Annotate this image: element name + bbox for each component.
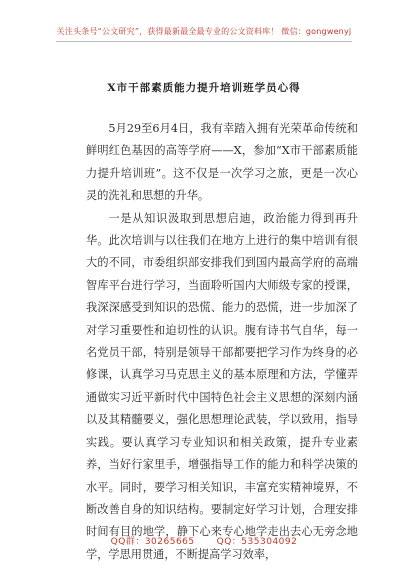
qq-group-number: QQ群：30265665 [110, 537, 195, 547]
paragraph-intro: 5月29至6月4日，我有幸踏入拥有光荣革命传统和鲜明红色基因的高等学府——X，参加“X市干部素质能力提升培训班”。这不仅是一次学习之旅，更是一次心灵的洗礼和思想的升华。 [86, 122, 358, 203]
header-divider [56, 41, 352, 42]
paragraph-section-one: 一是从知识汲取到思想启迪，政治能力得到再升华。此次培训与以往我们在地方上进行的集中培训有很大的不同，市委组织部安排我们到国内最高学府的高端智库平台进行学习，当面聆听国内大师级专家的授课，我深深感受到知识的恐慌、能力的恐慌，进一步加深了对学习重要性和迫切性的认识。腹有诗书气自华，每一名党员干部，特别是领导干部都要把学习作为终身的必修课，认真学习马克思主义的基本原理和方法，学懂弄通做实习近平新时代中国特色社会主义思想的深刻内涵以及其精髓要义，强化思想理论武装，学以致用，指导实践。要认真学习专业知识和相关政策，提升专业素养，当好行家里手，增强指导工作的能力和科学决策的水平。同时，要学习相关知识，丰富充实精神境界，不断改善自身的知识结构。要制定好学习计划，合理安排时间有目的地学，静下心来专心地学走出去心无旁念地学，学思用贯通，不断提高学习效率， [86, 211, 358, 561]
header-note: 关注头条号“公文研究”，获得最新最全最专业的公文资料库！ 微信：gongwenyj [56, 27, 352, 36]
document-title: X市干部素质能力提升培训班学员心得 [107, 82, 301, 94]
qq-number: QQ：535304092 [216, 537, 298, 547]
document-body [86, 118, 358, 566]
footer-contact [0, 534, 408, 547]
